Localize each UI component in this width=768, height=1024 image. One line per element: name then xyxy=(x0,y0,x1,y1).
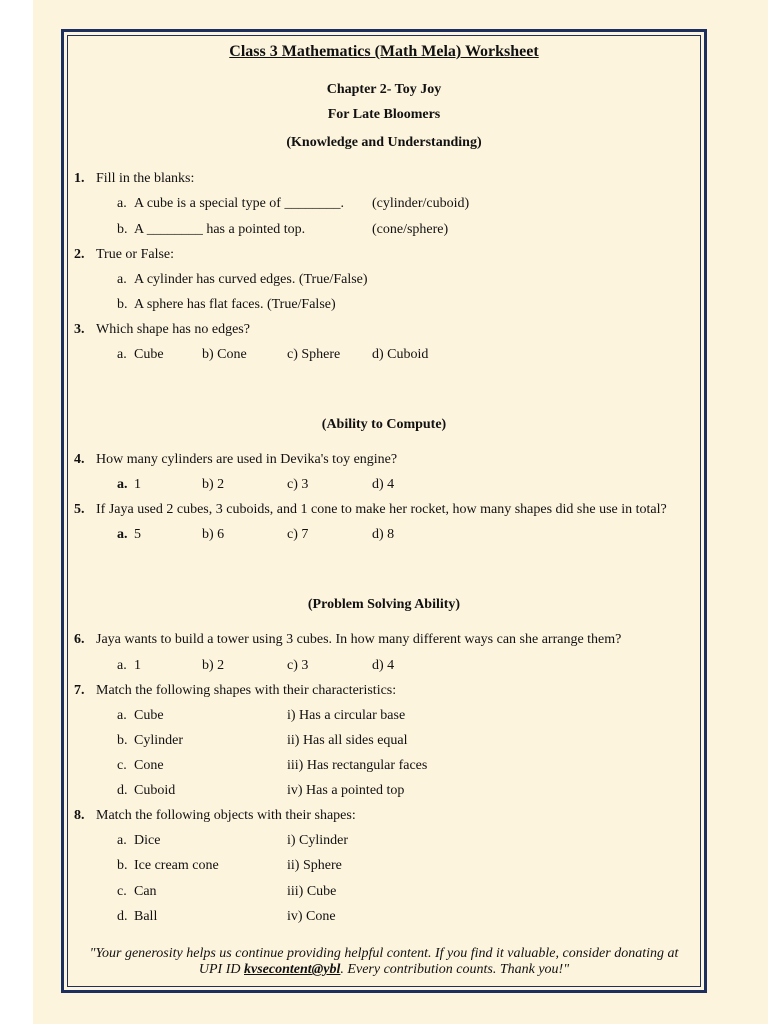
question-number-5: 5. xyxy=(74,502,85,517)
match-right: ii) Has all sides equal xyxy=(287,733,408,748)
question-text-3: Which shape has no edges? xyxy=(96,322,250,337)
match-label: b. xyxy=(117,733,128,748)
question-number-8: 8. xyxy=(74,808,85,823)
option-b: b) 6 xyxy=(202,527,225,542)
option-b: b) Cone xyxy=(202,347,247,362)
match-label: d. xyxy=(117,909,128,924)
option-label: a. xyxy=(117,527,128,542)
upi-id: kvsecontent@ybl xyxy=(244,962,341,977)
match-label: c. xyxy=(117,758,127,773)
question-text-5: If Jaya used 2 cubes, 3 cuboids, and 1 cone to make her rocket, how many shapes did she use in total? xyxy=(96,502,667,517)
match-left: Ball xyxy=(134,909,158,924)
option-label: a. xyxy=(117,477,128,492)
item-label: a. xyxy=(117,272,127,287)
option-label: a. xyxy=(117,658,127,673)
question-number-4: 4. xyxy=(74,452,85,467)
item-hint: (cylinder/cuboid) xyxy=(372,196,470,211)
match-label: a. xyxy=(117,833,127,848)
chapter-title: Chapter 2- Toy Joy xyxy=(326,82,442,97)
match-right: i) Cylinder xyxy=(287,833,349,848)
question-text-6: Jaya wants to build a tower using 3 cubes. In how many different ways can she arrange them? xyxy=(96,632,622,647)
question-text-1: Fill in the blanks: xyxy=(96,171,195,186)
question-text-2: True or False: xyxy=(96,247,175,262)
match-right: iv) Cone xyxy=(287,909,336,924)
match-right: i) Has a circular base xyxy=(287,708,406,723)
item-text: A cylinder has curved edges. (True/False) xyxy=(134,272,368,287)
match-left: Can xyxy=(134,884,157,899)
question-number-7: 7. xyxy=(74,683,85,698)
question-number-2: 2. xyxy=(74,247,85,262)
donation-prefix: UPI ID xyxy=(198,962,244,977)
match-left: Ice cream cone xyxy=(134,858,219,873)
match-left: Cylinder xyxy=(134,733,183,748)
option-d: d) 8 xyxy=(372,527,395,542)
option-d: d) 4 xyxy=(372,477,395,492)
audience-label: For Late Bloomers xyxy=(327,107,441,122)
section-problem: (Problem Solving Ability) xyxy=(307,597,461,612)
match-right: ii) Sphere xyxy=(287,858,342,873)
match-right: iii) Cube xyxy=(287,884,337,899)
option-b: b) 2 xyxy=(202,477,225,492)
match-left: Dice xyxy=(134,833,161,848)
match-right: iv) Has a pointed top xyxy=(287,783,405,798)
match-label: b. xyxy=(117,858,128,873)
option-c: c) 3 xyxy=(287,658,309,673)
item-label: a. xyxy=(117,196,127,211)
question-number-1: 1. xyxy=(74,171,85,186)
option-d: d) Cuboid xyxy=(372,347,429,362)
question-number-6: 6. xyxy=(74,632,85,647)
section-compute: (Ability to Compute) xyxy=(321,417,447,432)
option-a: 5 xyxy=(134,527,141,542)
question-number-3: 3. xyxy=(74,322,85,337)
option-a: Cube xyxy=(134,347,164,362)
question-text-8: Match the following objects with their shapes: xyxy=(96,808,356,823)
item-text: A cube is a special type of ________. xyxy=(134,196,344,211)
match-left: Cone xyxy=(134,758,164,773)
donation-suffix: . Every contribution counts. Thank you!" xyxy=(340,962,570,977)
option-c: c) 7 xyxy=(287,527,309,542)
item-text: A ________ has a pointed top. xyxy=(134,222,306,237)
item-text: A sphere has flat faces. (True/False) xyxy=(134,297,336,312)
option-a: 1 xyxy=(134,477,141,492)
item-label: b. xyxy=(117,297,128,312)
option-b: b) 2 xyxy=(202,658,225,673)
option-d: d) 4 xyxy=(372,658,395,673)
option-label: a. xyxy=(117,347,127,362)
match-left: Cube xyxy=(134,708,164,723)
option-a: 1 xyxy=(134,658,141,673)
option-c: c) 3 xyxy=(287,477,309,492)
item-label: b. xyxy=(117,222,128,237)
option-c: c) Sphere xyxy=(287,347,341,362)
section-knowledge: (Knowledge and Understanding) xyxy=(286,135,482,150)
question-text-4: How many cylinders are used in Devika's toy engine? xyxy=(96,452,398,467)
item-hint: (cone/sphere) xyxy=(372,222,449,237)
match-right: iii) Has rectangular faces xyxy=(287,758,428,773)
match-left: Cuboid xyxy=(134,783,176,798)
match-label: a. xyxy=(117,708,127,723)
donation-line-1: "Your generosity helps us continue providing helpful content. If you find it valuable, consider donating at xyxy=(89,946,679,961)
match-label: d. xyxy=(117,783,128,798)
question-text-7: Match the following shapes with their characteristics: xyxy=(96,683,397,698)
donation-note xyxy=(80,946,688,978)
worksheet-title: Class 3 Mathematics (Math Mela) Worksheet xyxy=(229,43,539,60)
match-label: c. xyxy=(117,884,127,899)
